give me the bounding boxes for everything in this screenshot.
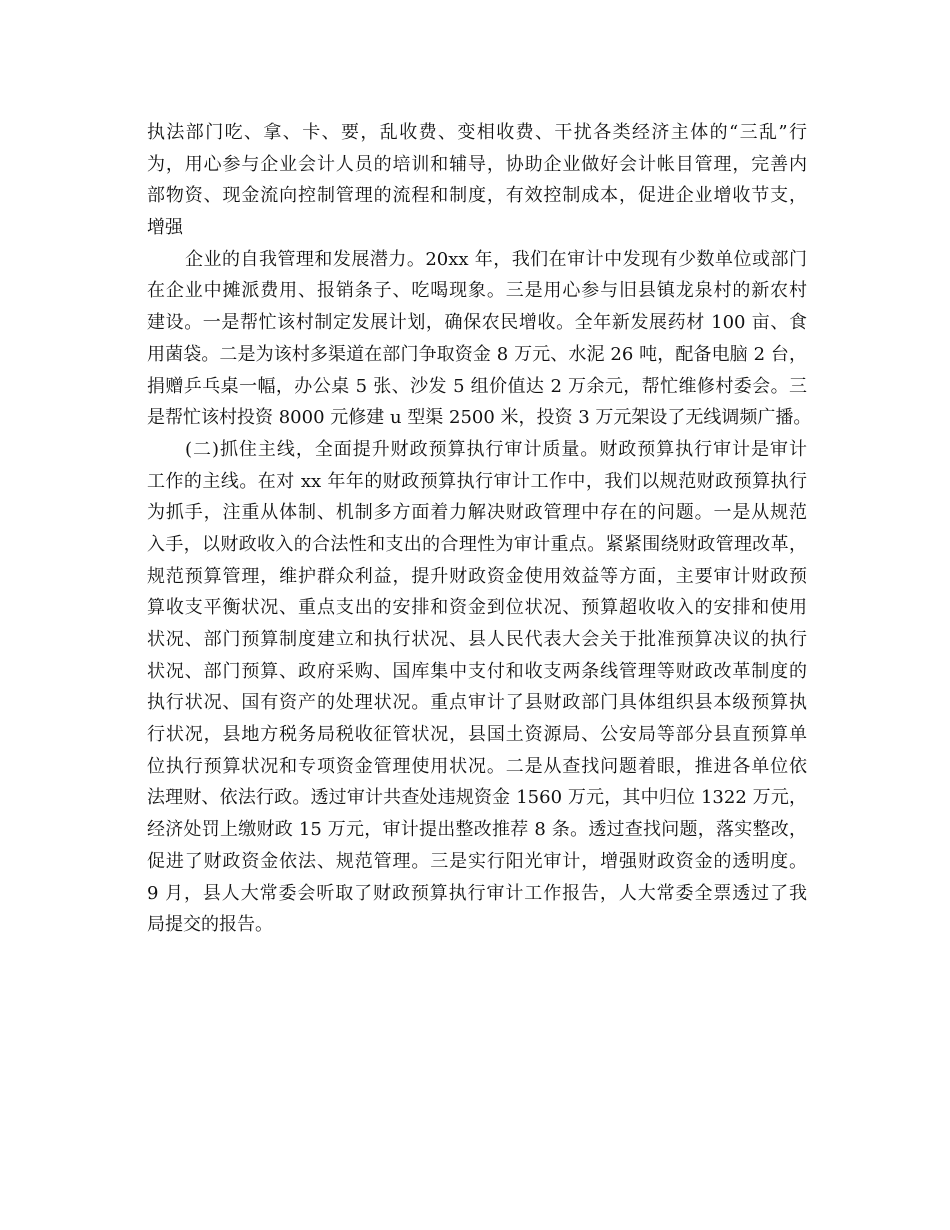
- text-line: 经济处罚上缴财政 15 万元，审计提出整改推荐 8 条。透过查找问题，落实整改，: [147, 819, 807, 841]
- text-line: 为，用心参与企业会计人员的培训和辅导，协助企业做好会计帐目管理，完善内: [147, 153, 807, 175]
- text-line: 捐赠乒乓桌一幅，办公桌 5 张、沙发 5 组价值达 2 万余元，帮忙维修村委会。三: [147, 375, 807, 397]
- text-line: 为抓手，注重从体制、机制多方面着力解决财政管理中存在的问题。一是从规范: [147, 502, 807, 524]
- text-line: 是帮忙该村投资 8000 元修建 u 型渠 2500 米，投资 3 万元架设了无线调频广播。: [147, 407, 812, 429]
- text-line: 9 月，县人大常委会听取了财政预算执行审计工作报告，人大常委全票透过了我: [147, 882, 807, 904]
- text-line: (二)抓住主线，全面提升财政预算执行审计质量。财政预算执行审计是审计: [185, 438, 807, 460]
- text-line: 局提交的报告。: [147, 914, 273, 936]
- text-line: 执法部门吃、拿、卡、要，乱收费、变相收费、干扰各类经济主体的“三乱”行: [147, 122, 807, 143]
- text-line: 工作的主线。在对 xx 年年的财政预算执行审计工作中，我们以规范财政预算执行: [147, 470, 807, 492]
- text-line: 企业的自我管理和发展潜力。20xx 年，我们在审计中发现有少数单位或部门: [185, 248, 807, 270]
- text-line: 位执行预算状况和专项资金管理使用状况。二是从查找问题着眼，推进各单位依: [147, 755, 807, 777]
- text-line: 建设。一是帮忙该村制定发展计划，确保农民增收。全年新发展药材 100 亩、食: [147, 312, 807, 334]
- text-line: 增强: [147, 217, 183, 239]
- text-line: 规范预算管理，维护群众利益，提升财政资金使用效益等方面，主要审计财政预: [147, 565, 807, 587]
- text-line: 算收支平衡状况、重点支出的安排和资金到位状况、预算超收收入的安排和使用: [147, 597, 807, 619]
- text-line: 入手，以财政收入的合法性和支出的合理性为审计重点。紧紧围绕财政管理改革，: [147, 533, 807, 555]
- text-line: 用菌袋。二是为该村多渠道在部门争取资金 8 万元、水泥 26 吨，配备电脑 2 台，: [147, 343, 807, 365]
- text-line: 促进了财政资金依法、规范管理。三是实行阳光审计，增强财政资金的透明度。: [147, 850, 807, 872]
- text-line: 执行状况、国有资产的处理状况。重点审计了县财政部门具体组织县本级预算执: [147, 692, 807, 714]
- paragraph-3: [147, 434, 807, 941]
- text-line: 部物资、现金流向控制管理的流程和制度，有效控制成本，促进企业增收节支，: [147, 185, 807, 207]
- text-line: 状况、部门预算制度建立和执行状况、县人民代表大会关于批准预算决议的执行: [147, 629, 807, 650]
- text-line: 行状况，县地方税务局税收征管状况，县国土资源局、公安局等部分县直预算单: [147, 724, 807, 746]
- text-line: 在企业中摊派费用、报销条子、吃喝现象。三是用心参与旧县镇龙泉村的新农村: [147, 280, 807, 302]
- text-line: 法理财、依法行政。透过审计共查处违规资金 1560 万元，其中归位 1322 万元，: [147, 787, 807, 809]
- paragraph-2: [147, 244, 812, 434]
- paragraph-1: [147, 117, 807, 244]
- document-page: [147, 117, 812, 941]
- text-line: 状况、部门预算、政府采购、国库集中支付和收支两条线管理等财政改革制度的: [147, 660, 807, 682]
